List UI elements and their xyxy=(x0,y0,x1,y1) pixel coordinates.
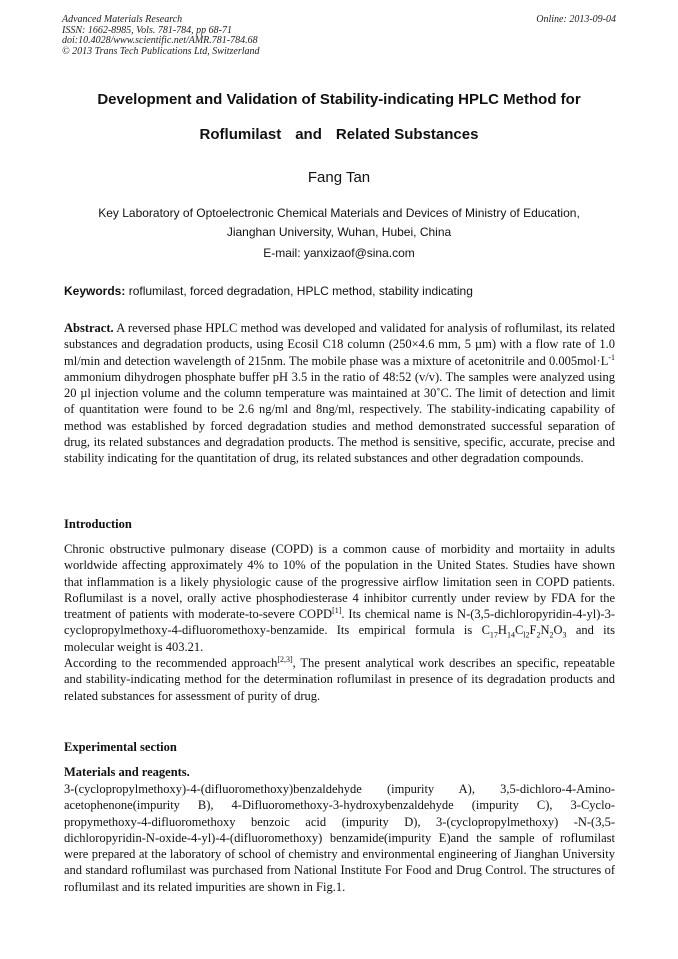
intro-paragraph-1 xyxy=(64,541,615,655)
title-word-related: Related Substances xyxy=(335,126,479,143)
formula-cl: l2 xyxy=(523,630,530,640)
paper-title-line-2 xyxy=(40,126,638,143)
author-name: Fang Tan xyxy=(307,169,371,186)
keywords-text: roflumilast, forced degradation, HPLC method, stability indicating xyxy=(125,284,473,298)
paper-title-line-1: Development and Validation of Stability-indicating HPLC Method for xyxy=(97,91,581,108)
materials-subheading: Materials and reagents. xyxy=(64,765,190,779)
intro-paragraph-2 xyxy=(64,655,615,704)
formula-n: 2 xyxy=(549,630,554,640)
intro-p2-a: According to the recommended approach xyxy=(64,656,278,671)
formula-cl-label: C xyxy=(514,623,524,638)
formula-f-label: F xyxy=(529,623,537,638)
abstract-text-1: A reversed phase HPLC method was developed and validated for analysis of roflumilast, its related substances and degradation products, using Ecosil C18 column (250×4.6 mm, 5 µm) with a flow rate of 1.0 ml/min and detection wavelength of 215nm. The mobile phase was a mixture of acetonitrile and 0.005mol·L xyxy=(64,321,615,368)
intro-p2-b: , The present analytical work describes an specific, repeatable and stability-indicating method for the determination roflumilast in presence of its degradation products and related substances for assessment of purity of drug. xyxy=(64,656,615,703)
formula-f: 2 xyxy=(536,630,541,640)
introduction-heading: Introduction xyxy=(64,517,132,531)
formula-o: 3 xyxy=(562,630,567,640)
doi-line[interactable]: doi:10.4028/www.scientific.net/AMR.781-784.68 xyxy=(62,35,258,47)
intro-p1-c: and its molecular weight is 403.21. xyxy=(64,623,615,654)
abstract xyxy=(64,320,615,467)
formula-h-label: H xyxy=(497,623,507,638)
abstract-sup: -1 xyxy=(608,352,615,362)
title-word-and: and xyxy=(295,126,322,143)
intro-p1-b: . Its chemical name is N-(3,5-dichloropyridin-4-yl)-3-cyclopropylmethoxy-4-difluoromethoxy-benzamide. Its empirical formula is C xyxy=(64,607,615,638)
abstract-text-2: ammonium dihydrogen phosphate buffer pH 3.5 in the ratio of 48:52 (v/v). The samples were analyzed using 20 µl injection volume and the column temperature was maintained at 30˚C. The limit of detection and limit of quantitation were found to be 2.6 ng/ml and 8ng/ml, respectively. The stability-indicating capability of method was established by forced degradation studies and method demonstrated successful separation of drug, its related substances and degradation products. The method is sensitive, specific, accurate, precise and stability indicating for the quantitation of drug, its related substances and other degradation compounds. xyxy=(64,369,615,466)
issn-line: ISSN: 1662-8985, Vols. 781-784, pp 68-71 xyxy=(62,24,232,36)
intro-p1-a: Chronic obstructive pulmonary disease (COPD) is a common cause of morbidity and mortaiity in adults worldwide affecting approximately 4% to 10% of the population in the United States. Studies have shown that inflammation is a likely physiologic cause of the progressive airflow limitation seen in COPD patients. Roflumilast is a novel, orally active phosphodiesterase 4 inhibitor currently under review by FDA for the treatment of patients with moderate-to-severe COPD xyxy=(64,542,615,622)
experimental-heading: Experimental section xyxy=(64,740,177,754)
copyright-line: © 2013 Trans Tech Publications Ltd, Switzerland xyxy=(62,45,260,57)
formula-o-label: O xyxy=(553,623,563,638)
abstract-label: Abstract. xyxy=(64,321,114,335)
keywords-label: Keywords: xyxy=(64,284,126,298)
affiliation-line-1: Key Laboratory of Optoelectronic Chemical Materials and Devices of Ministry of Education, xyxy=(98,206,580,220)
formula-h: 14 xyxy=(506,630,515,640)
formula-c: 17 xyxy=(489,630,498,640)
journal-header xyxy=(62,15,616,57)
author-email[interactable]: E-mail: yanxizaof@sina.com xyxy=(263,246,415,260)
affiliation-line-2: Jianghan University, Wuhan, Hubei, China xyxy=(226,225,452,239)
citation-2-3[interactable]: [2,3] xyxy=(277,654,293,664)
affiliation xyxy=(40,204,638,242)
journal-name: Advanced Materials Research xyxy=(62,14,183,25)
title-word-roflumilast: Roflumilast xyxy=(199,126,282,143)
online-date: Online: 2013-09-04 xyxy=(536,14,616,25)
materials-body: 3-(cyclopropylmethoxy)-4-(difluoromethoxy)benzaldehyde (impurity A), 3,5-dichloro-4-Amino-acetophenone(impurity B), 4-Difluoromethoxy-3-hydroxybenzaldehyde (impurity C), 3-Cyclo-propymethoxy-4-difluoromethoxy benzoic acid (impurity D), 3-(cyclopropylmethoxy) -N-(3,5-dichloropyridin-N-oxide-4-yl)-4-(difluoromethoxy) benzamide(impurity E)and the sample of roflumilast were prepared at the laboratory of school of chemistry and environmental engineering of Jianghan University and standard roflumilast was purchased from National Institute For Food and Drug Control. The structures of roflumilast and its related impurities are shown in Fig.1. xyxy=(64,782,615,894)
introduction-body xyxy=(64,541,615,704)
formula-n-label: N xyxy=(540,623,550,638)
citation-1[interactable]: [1] xyxy=(332,606,342,616)
keywords xyxy=(64,284,616,298)
